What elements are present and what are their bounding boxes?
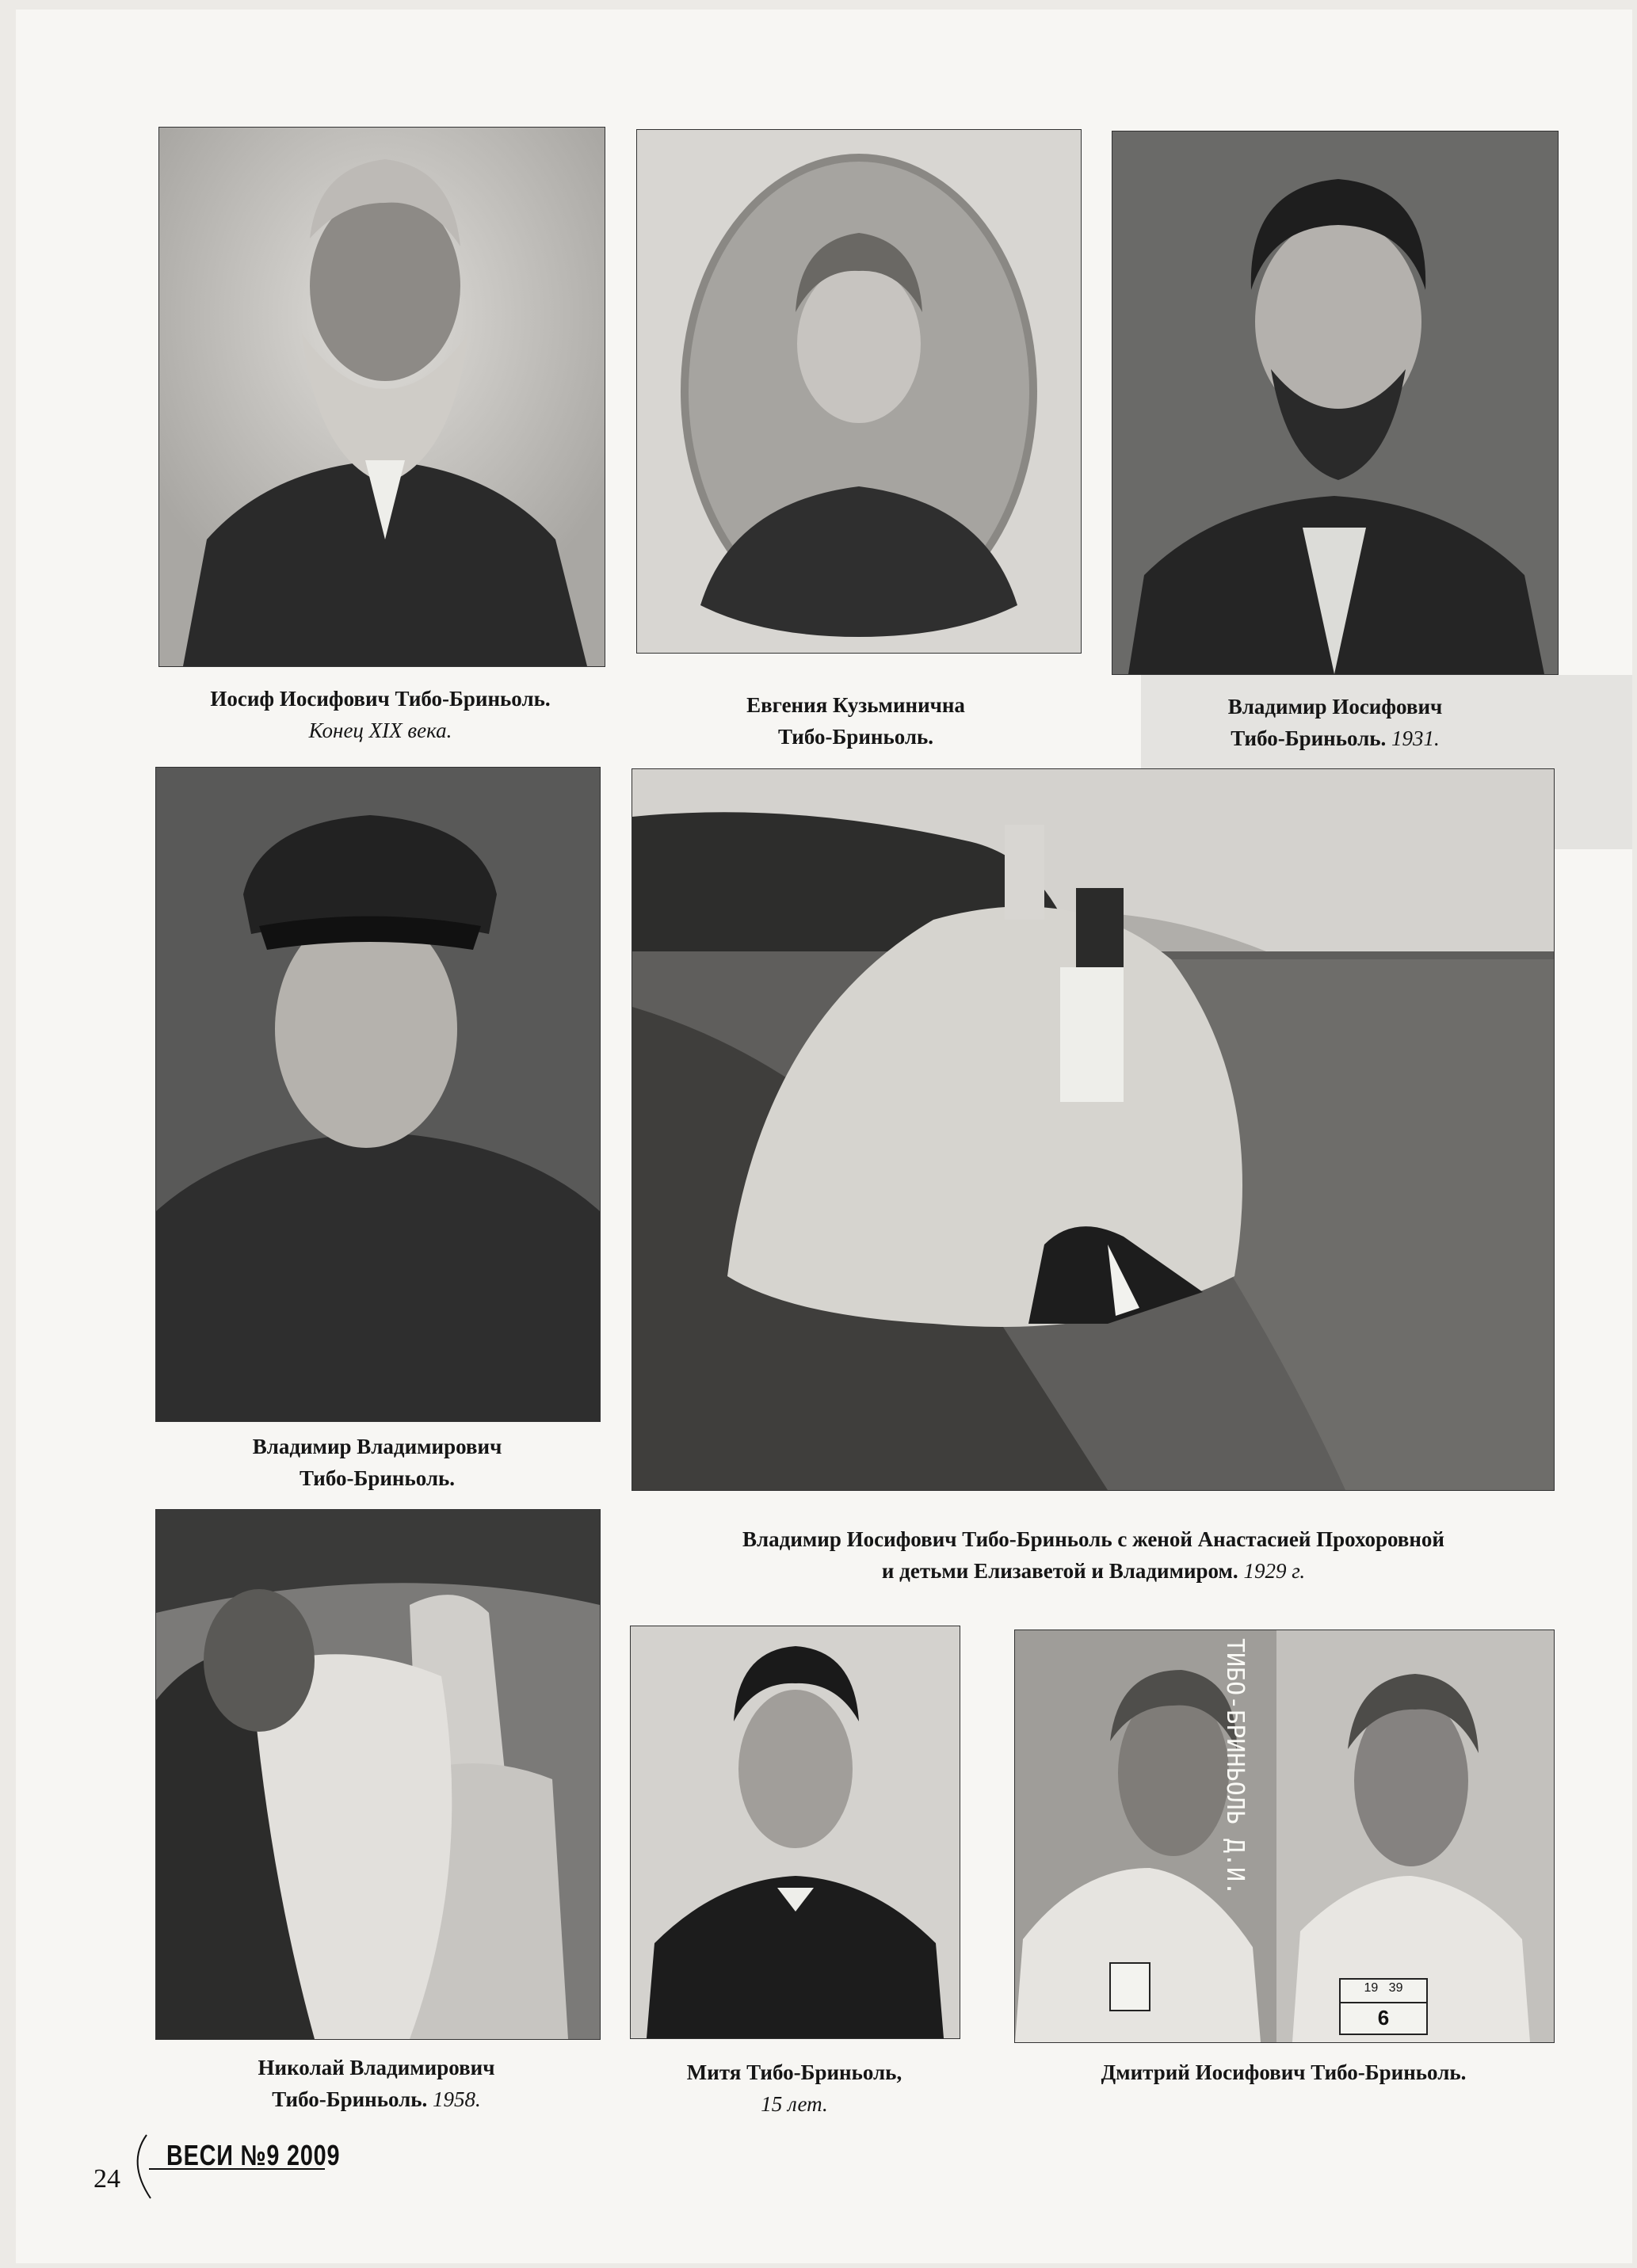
photo-evgenia-oval-portrait: [636, 129, 1082, 654]
caption-mitya: [618, 2056, 971, 2120]
caption-vladimir-1931: [1105, 691, 1565, 754]
photo-family-seaside-1929: [632, 768, 1555, 1491]
caption-vv-line2: Тибо-Бриньоль.: [299, 1466, 456, 1490]
caption-vladimir-1931-line1: Владимир Иосифович: [1227, 695, 1443, 719]
caption-vladimir-vladimirovich: [147, 1431, 607, 1494]
caption-iosif: [119, 683, 642, 746]
photo-iosif-portrait: [158, 127, 605, 667]
photo-dmitri-mugshot: [1014, 1630, 1555, 2043]
caption-dmitri-name: Дмитрий Иосифович Тибо-Бриньоль.: [1101, 2060, 1467, 2084]
photo-mitya-15: [630, 1626, 960, 2039]
photo-nikolai-1958: [155, 1509, 601, 2040]
caption-family-year: 1929 г.: [1243, 1559, 1306, 1583]
caption-evgenia: [626, 689, 1086, 753]
mugshot-name-stamp: ТИБО-БРИНЬОЛЬ Д.И.: [1221, 1638, 1249, 1896]
caption-family-line1: Владимир Иосифович Тибо-Бриньоль с женой Анастасией Прохоровной: [742, 1527, 1444, 1551]
caption-dmitri: [1014, 2056, 1553, 2088]
photo-vladimir-1931: [1112, 131, 1559, 675]
caption-vladimir-1931-surname: Тибо-Бриньоль.: [1231, 726, 1387, 750]
photo-vladimir-vladimirovich: [155, 767, 601, 1422]
caption-family-seaside: [626, 1523, 1561, 1587]
caption-family-line2: и детьми Елизаветой и Владимиром.: [881, 1559, 1238, 1583]
caption-mitya-name: Митя Тибо-Бриньоль,: [686, 2060, 902, 2084]
caption-nikolai: [143, 2052, 610, 2115]
caption-evgenia-line1: Евгения Кузьминична: [746, 693, 965, 717]
caption-nikolai-surname: Тибо-Бриньоль.: [272, 2087, 428, 2111]
page-number: 24: [93, 2164, 120, 2194]
mugshot-tag-date: 19 39: [1364, 1981, 1403, 1995]
caption-nikolai-line1: Николай Владимирович: [258, 2056, 495, 2079]
caption-nikolai-year: 1958.: [433, 2087, 481, 2111]
caption-evgenia-line2: Тибо-Бриньоль.: [777, 725, 934, 749]
caption-vv-line1: Владимир Владимирович: [252, 1435, 502, 1458]
caption-mitya-age: 15 лет.: [761, 2092, 828, 2116]
caption-iosif-date: Конец XIX века.: [308, 719, 452, 742]
magazine-issue-label: ВЕСИ №9 2009: [166, 2139, 341, 2171]
mugshot-tag-number: 6: [1377, 2006, 1390, 2030]
caption-iosif-name: Иосиф Иосифович Тибо-Бриньоль.: [210, 687, 551, 711]
caption-vladimir-1931-year: 1931.: [1391, 726, 1440, 750]
